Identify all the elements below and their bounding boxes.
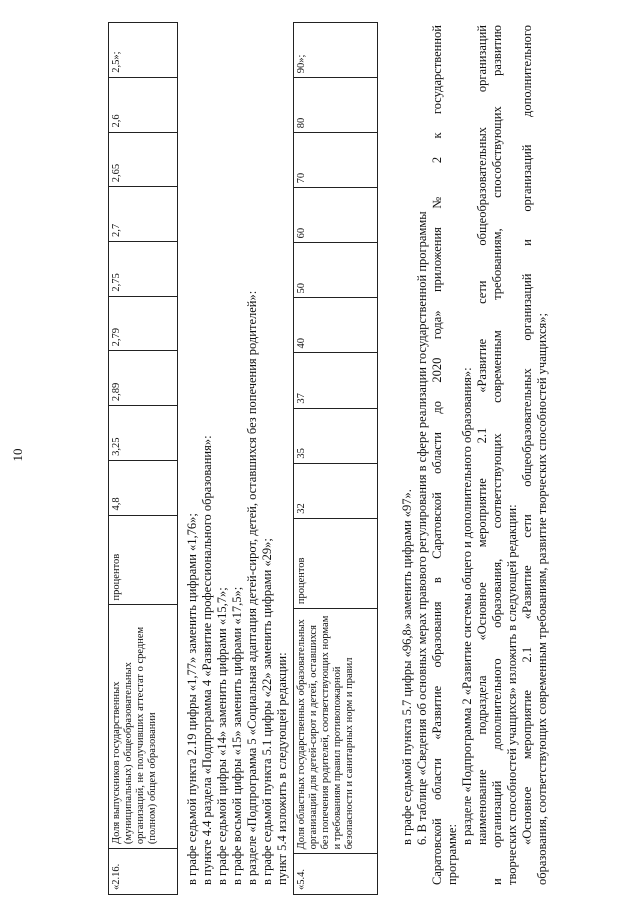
text-line: в разделе «Подпрограмма 2 «Развитие системы общего и дополнительного образования»: <box>460 367 474 845</box>
text-line: Саратовской области «Развитие образования в Саратовской области до 2020 года» приложения № 2 к государственной <box>430 25 444 885</box>
text-line: в графе седьмой цифры «14» заменить цифрами «15,7»; <box>215 587 229 885</box>
value-cell: 35 <box>294 408 378 463</box>
value-cell: 3,25 <box>109 406 178 461</box>
value-cell: 50 <box>294 243 378 298</box>
indicator-name: Доля областных государственных образовательных организаций для детей-сирот и детей, оставшихся без попечения родителей, соответствующих нормам и требованиям правил противопожарной безопасности и санитарных норм и правил <box>294 609 378 854</box>
text-line: образования, соответствующих современным требованиям, развитие творческих способностей учащихся»; <box>535 313 549 885</box>
row-number: «2.16. <box>109 849 178 895</box>
value-cell: 4,8 <box>109 460 178 515</box>
value-cell: 40 <box>294 298 378 353</box>
text-line: «Основное мероприятие 2.1 «Развитие сети общеобразовательных организаций и организаций дополнительного <box>520 25 534 845</box>
value-cell: 2,7 <box>109 187 178 242</box>
value-cell: 2,65 <box>109 132 178 187</box>
value-cell: 60 <box>294 188 378 243</box>
value-cell: 2,79 <box>109 296 178 351</box>
text-line: в пункте 4.4 раздела «Подпрограмма 4 «Развитие профессионального образования»: <box>200 435 214 885</box>
indicator-table-5-4 <box>293 22 378 895</box>
text-line: в разделе «Подпрограмма 5 «Социальная адаптация детей-сирот, детей, оставшихся без попечения родителей»: <box>245 290 259 885</box>
value-cell: 2,75 <box>109 241 178 296</box>
value-cell: 2,6 <box>109 77 178 132</box>
value-cell: 70 <box>294 133 378 188</box>
text-line: в графе седьмой пункта 5.1 цифры «22» заменить цифрами «29»; <box>260 538 274 885</box>
text-line: в графе восьмой цифры «15» заменить цифрами «17,5»; <box>230 586 244 885</box>
text-line: программе: <box>445 824 459 885</box>
row-number: «5.4. <box>294 854 378 895</box>
text-line: пункт 5.4 изложить в следующей редакции: <box>275 652 289 885</box>
page-number: 10 <box>10 448 25 462</box>
value-cell: 90»; <box>294 23 378 78</box>
unit-cell: процентов <box>109 515 178 605</box>
text-line: творческих способностей учащихся» изложить в следующей редакции: <box>505 504 519 885</box>
value-cell: 32 <box>294 463 378 518</box>
value-cell: 37 <box>294 353 378 408</box>
indicator-table-2-16 <box>108 22 178 895</box>
table-row <box>294 23 378 895</box>
unit-cell: процентов <box>294 518 378 608</box>
amendments-text-2 <box>400 25 550 885</box>
amendments-text-1 <box>185 25 290 885</box>
text-line: и организаций дополнительного образования, соответствующих современным требованиям, способствующих развитию <box>490 25 504 885</box>
text-line: 6. В таблице «Сведения об основных мерах правового регулирования в сфере реализации государственной программы <box>415 211 429 845</box>
text-line: наименование подраздела «Основное мероприятие 2.1 «Развитие сети общеобразовательных организаций <box>475 25 489 845</box>
text-line: в графе седьмой пункта 2.19 цифры «1,77» заменить цифрами «1,76»; <box>185 513 199 885</box>
value-cell: 80 <box>294 78 378 133</box>
table-row <box>109 23 178 895</box>
indicator-name: Доля выпускников государственных (муниципальных) общеобразовательных организаций, не получивших аттестат о среднем (полном) общем образовании <box>109 605 178 849</box>
value-cell: 2,5»; <box>109 23 178 78</box>
text-line: в графе седьмой пункта 5.7 цифры «96,8» заменить цифрами «97». <box>400 489 414 845</box>
value-cell: 2,89 <box>109 351 178 406</box>
